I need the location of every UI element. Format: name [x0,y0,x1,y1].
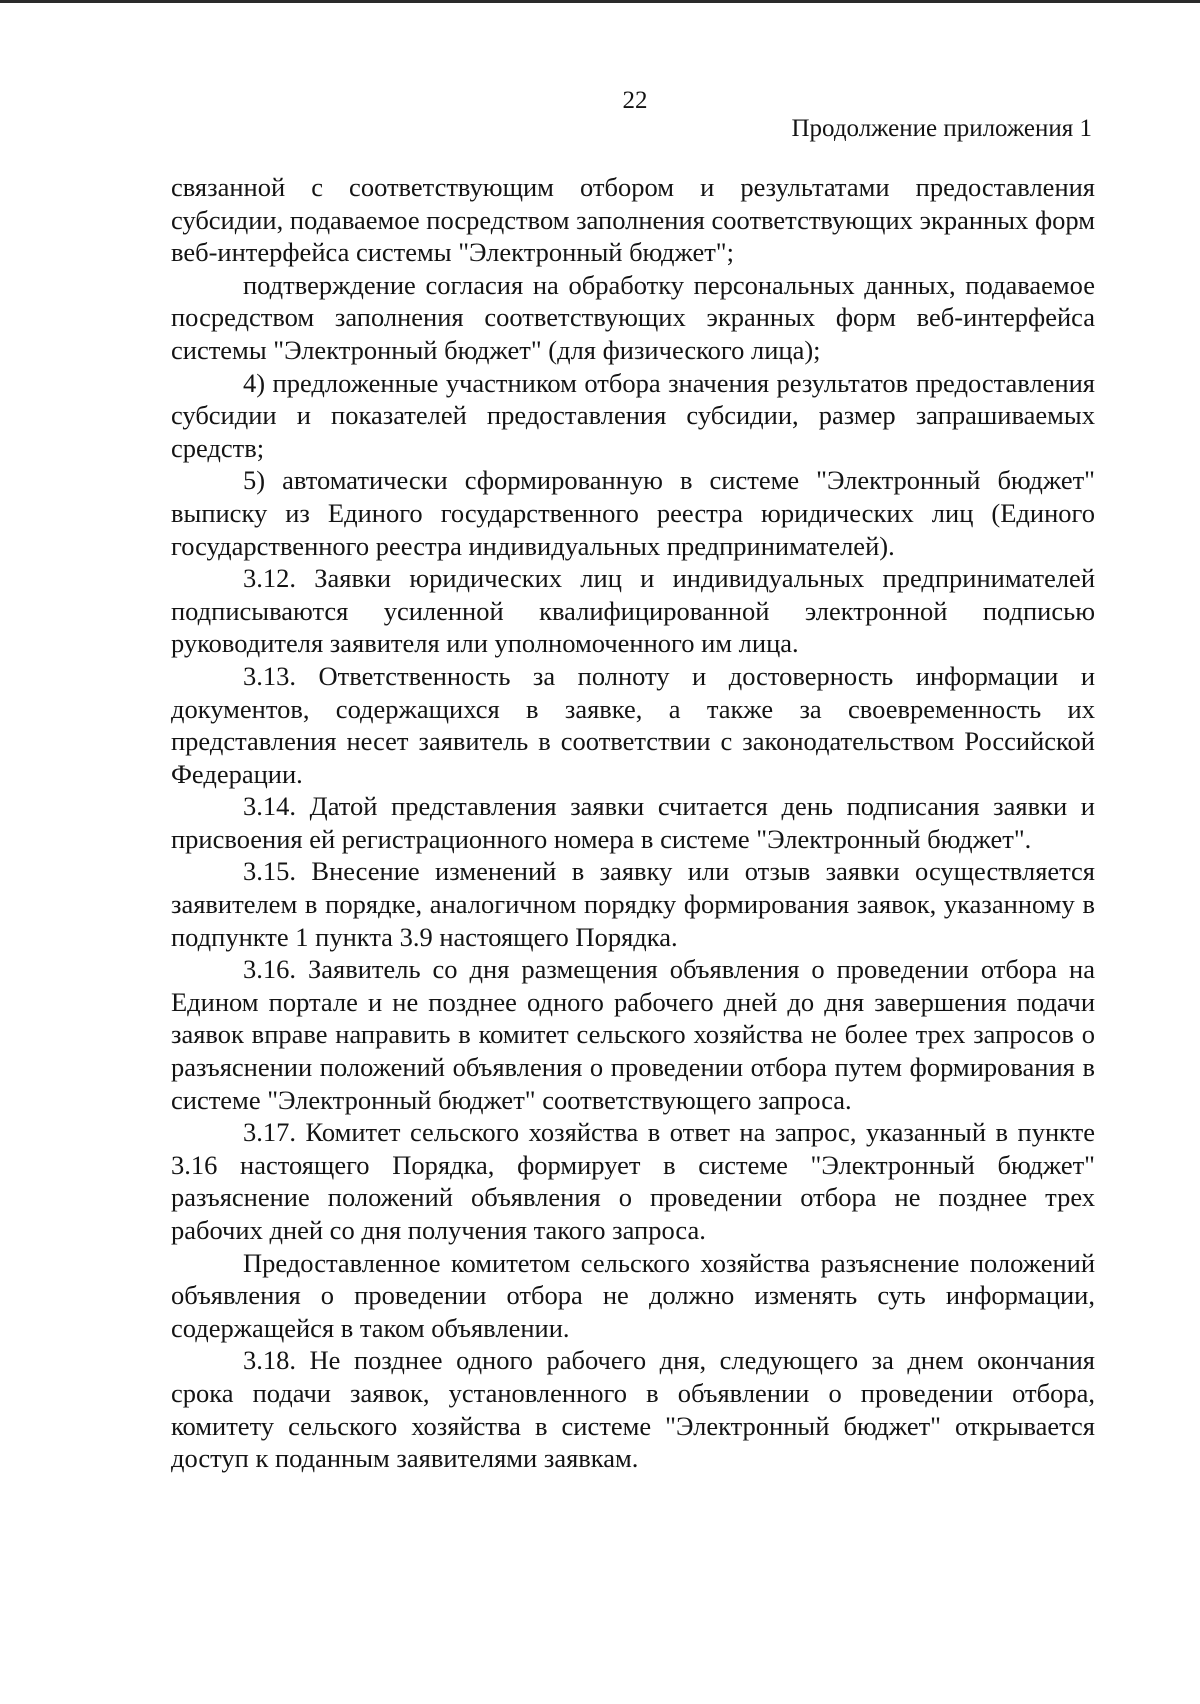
paragraph-3-16: 3.16. Заявитель со дня размещения объявления о проведении отбора на Едином портале и не позднее одного рабочего дней до дня завершения подачи заявок вправе направить в комитет сельского хозяйства не более трех запросов о разъяснении положений объявления о проведении отбора путем формирования в системе "Электронный бюджет" соответствующего запроса. [171,954,1095,1115]
paragraph-3-15: 3.15. Внесение изменений в заявку или отзыв заявки осуществляется заявителем в порядке, аналогичном порядку формирования заявок, указанному в подпункте 1 пункта 3.9 настоящего Порядка. [171,856,1095,952]
paragraph-3-18: 3.18. Не позднее одного рабочего дня, следующего за днем окончания срока подачи заявок, установленного в объявлении о проведении отбора, комитету сельского хозяйства в системе "Электронный бюджет" открывается доступ к поданным заявителями заявкам. [171,1345,1095,1474]
paragraph-continuation: связанной с соответствующим отбором и результатами предоставления субсидии, подаваемое посредством заполнения соответствующих экранных форм веб-интерфейса системы "Электронный бюджет"; [171,172,1095,268]
running-header: Продолжение приложения 1 [791,115,1092,142]
paragraph-item-5: 5) автоматически сформированную в системе "Электронный бюджет" выписку из Единого государственного реестра юридических лиц (Единого государственного реестра индивидуальных предпринимателей). [171,465,1095,561]
paragraph-consent: подтверждение согласия на обработку персональных данных, подаваемое посредством заполнения соответствующих экранных форм веб-интерфейса системы "Электронный бюджет" (для физического лица); [171,269,1095,365]
scan-top-edge-rule [0,0,1200,3]
paragraph-3-13: 3.13. Ответственность за полноту и достоверность информации и документов, содержащихся в заявке, а также за своевременность их представления несет заявитель в соответствии с законодательством Российской Федерации. [171,660,1095,789]
page-number: 22 [622,87,648,114]
paragraph-clarification-note: Предоставленное комитетом сельского хозяйства разъяснение положений объявления о проведении отбора не должно изменять суть информации, содержащейся в таком объявлении. [171,1247,1095,1343]
document-body [171,171,1095,1475]
paragraph-3-12: 3.12. Заявки юридических лиц и индивидуальных предпринимателей подписываются усиленной квалифицированной электронной подписью руководителя заявителя или уполномоченного им лица. [171,563,1095,659]
paragraph-3-17: 3.17. Комитет сельского хозяйства в ответ на запрос, указанный в пункте 3.16 настоящего Порядка, формирует в системе "Электронный бюджет" разъяснение положений объявления о проведении отбора не позднее трех рабочих дней со дня получения такого запроса. [171,1117,1095,1245]
paragraph-3-14: 3.14. Датой представления заявки считается день подписания заявки и присвоения ей регистрационного номера в системе "Электронный бюджет". [171,791,1095,854]
paragraph-item-4: 4) предложенные участником отбора значения результатов предоставления субсидии и показателей предоставления субсидии, размер запрашиваемых средств; [171,367,1095,463]
